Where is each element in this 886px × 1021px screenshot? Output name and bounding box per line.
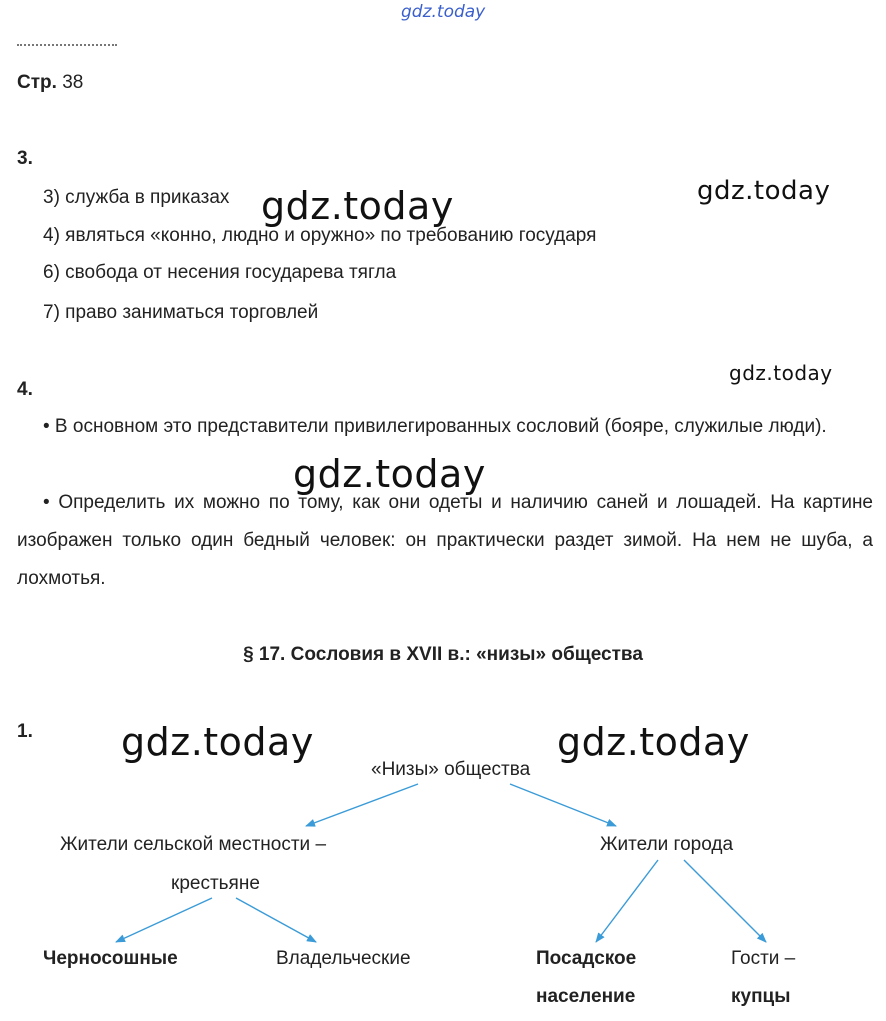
watermark: gdz.today [557, 720, 750, 764]
arrow-rural-to-chernososhnye [116, 898, 212, 942]
diagram-vladelcheskie: Владельческие [276, 948, 411, 969]
task3-item: 6) свобода от несения государева тягла [43, 262, 397, 283]
watermark: gdz.today [697, 176, 831, 206]
arrow-rural-to-vladelcheskie [236, 898, 316, 942]
task4-number: 4. [17, 379, 33, 400]
diagram-rural-line1: Жители сельской местности – [60, 834, 327, 855]
task4-paragraph-2: • Определить их можно по тому, как они одеты и наличию саней и лошадей. На картине изображен только один бедный человек: он практически раздет зимой. На нем не шуба, а лохмотья. [17, 492, 873, 589]
section-title: § 17. Сословия в XVII в.: «низы» общества [243, 644, 643, 665]
arrow-urban-to-gosti [684, 860, 766, 942]
arrow-root-to-rural [306, 784, 418, 826]
diagram-posadskoe-line1: Посадское [536, 948, 637, 969]
diagram-gosti-line2: купцы [731, 986, 791, 1007]
diagram-root: «Низы» общества [371, 759, 531, 780]
watermark: gdz.today [261, 184, 454, 228]
diagram-chernososhnye: Черносошные [43, 948, 178, 969]
diagram-urban: Жители города [600, 834, 734, 855]
arrow-root-to-urban [510, 784, 616, 826]
page-label: Стр. 38 [17, 72, 84, 93]
task3-item: 7) право заниматься торговлей [43, 302, 319, 323]
watermark-top: gdz.today [401, 2, 486, 22]
diagram-rural-line2: крестьяне [171, 873, 260, 894]
arrow-urban-to-posadskoe [596, 860, 658, 942]
watermark: gdz.today [729, 361, 833, 385]
task3-item: 4) являться «конно, людно и оружно» по требованию государя [43, 225, 597, 246]
diagram-gosti-line1: Гости – [731, 948, 796, 969]
watermark: gdz.today [121, 720, 314, 764]
task1-number: 1. [17, 721, 33, 742]
diagram-posadskoe-line2: население [536, 986, 636, 1007]
task3-item: 3) служба в приказах [43, 187, 230, 208]
task3-number: 3. [17, 148, 33, 169]
watermark: gdz.today [293, 452, 486, 496]
task4-paragraph-1: • В основном это представители привилегированных сословий (бояре, служилые люди). [43, 416, 827, 437]
